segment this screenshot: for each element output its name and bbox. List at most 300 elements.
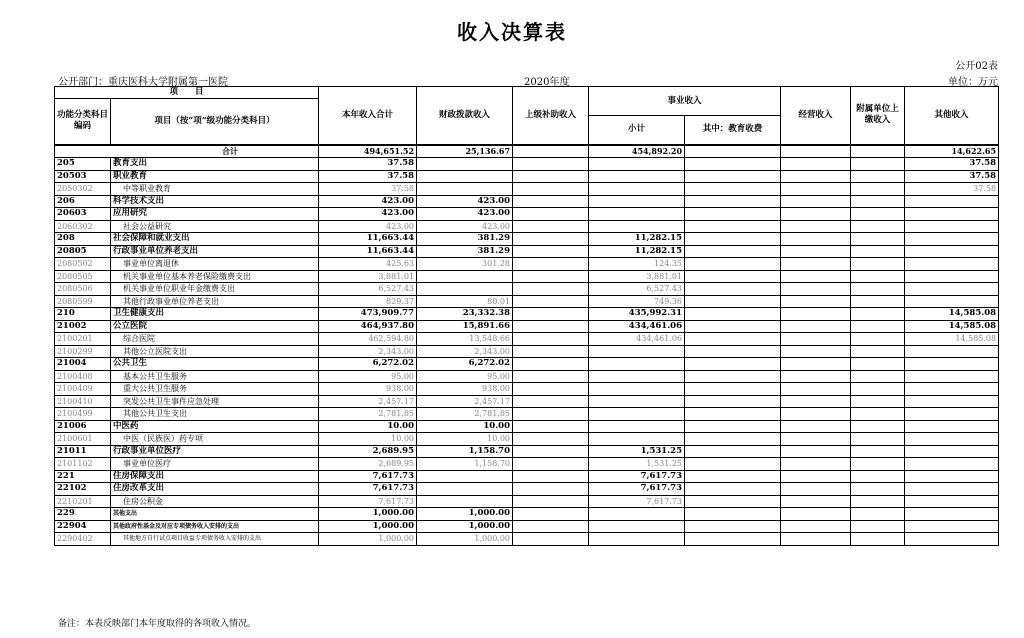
cell-operating <box>781 233 851 246</box>
cell-total: 7,617.73 <box>319 495 417 508</box>
cell-fiscal: 2,781.85 <box>417 408 513 421</box>
table-row <box>55 195 999 208</box>
cell-other <box>905 483 999 496</box>
cell-fiscal: 15,891.66 <box>417 320 513 333</box>
cell-name: 公共卫生 <box>111 358 319 371</box>
cell-operating <box>781 408 851 421</box>
cell-total: 423.00 <box>319 220 417 233</box>
cell-subtotal <box>589 395 685 408</box>
cell-code: 2100409 <box>55 383 111 396</box>
cell-name: 中医药 <box>111 420 319 433</box>
table-row <box>55 420 999 433</box>
cell-name: 基本公共卫生服务 <box>111 370 319 383</box>
table-row <box>55 258 999 271</box>
cell-code: 20503 <box>55 170 111 183</box>
cell-total: 11,663.44 <box>319 233 417 246</box>
page-title: 收入决算表 <box>457 20 567 44</box>
cell-fiscal: 381.29 <box>417 233 513 246</box>
table-row <box>55 333 999 346</box>
cell-fiscal: 23,332.38 <box>417 308 513 321</box>
cell-other <box>905 233 999 246</box>
cell-code: 2100499 <box>55 408 111 421</box>
cell-total: 3,881.01 <box>319 270 417 283</box>
cell-edu <box>685 520 781 533</box>
table-row <box>55 295 999 308</box>
cell-code: 2100408 <box>55 370 111 383</box>
cell-code: 221 <box>55 470 111 483</box>
header-total: 本年收入合计 <box>319 87 417 145</box>
cell-affiliated <box>851 508 905 521</box>
cell-affiliated <box>851 145 905 158</box>
table-row <box>55 533 999 546</box>
cell-name: 应用研究 <box>111 208 319 221</box>
unit-label: 单位：万元 <box>948 77 998 88</box>
cell-operating <box>781 283 851 296</box>
cell-fiscal: 1,158.70 <box>417 445 513 458</box>
cell-fiscal <box>417 483 513 496</box>
cell-other <box>905 208 999 221</box>
table-row <box>55 283 999 296</box>
cell-name: 突发公共卫生事件应急处理 <box>111 395 319 408</box>
cell-operating <box>781 383 851 396</box>
table-row <box>55 170 999 183</box>
cell-operating <box>781 295 851 308</box>
cell-total: 6,272.02 <box>319 358 417 371</box>
cell-subtotal <box>589 220 685 233</box>
cell-operating <box>781 420 851 433</box>
cell-superior <box>513 333 589 346</box>
cell-total: 37.58 <box>319 170 417 183</box>
cell-total: 2,781.85 <box>319 408 417 421</box>
cell-total: 423.00 <box>319 208 417 221</box>
cell-fiscal: 10.00 <box>417 420 513 433</box>
cell-superior <box>513 233 589 246</box>
cell-subtotal: 1,531.25 <box>589 445 685 458</box>
cell-subtotal: 435,992.31 <box>589 308 685 321</box>
cell-fiscal: 13,548.66 <box>417 333 513 346</box>
cell-edu <box>685 270 781 283</box>
cell-name: 重大公共卫生服务 <box>111 383 319 396</box>
cell-subtotal: 454,892.20 <box>589 145 685 158</box>
cell-total: 1,000.00 <box>319 508 417 521</box>
cell-edu <box>685 220 781 233</box>
cell-name: 其他公立医院支出 <box>111 345 319 358</box>
cell-fiscal: 1,158.70 <box>417 458 513 471</box>
cell-edu <box>685 170 781 183</box>
cell-other: 14,622.65 <box>905 145 999 158</box>
cell-name: 行政事业单位医疗 <box>111 445 319 458</box>
cell-subtotal: 1,531.25 <box>589 458 685 471</box>
cell-edu <box>685 283 781 296</box>
cell-operating <box>781 308 851 321</box>
table-row <box>55 508 999 521</box>
cell-operating <box>781 333 851 346</box>
cell-code: 21011 <box>55 445 111 458</box>
cell-name: 教育支出 <box>111 158 319 171</box>
cell-name: 社会保障和就业支出 <box>111 233 319 246</box>
cell-name: 社会公益研究 <box>111 220 319 233</box>
cell-edu <box>685 295 781 308</box>
cell-name: 中医（民族医）药专项 <box>111 433 319 446</box>
cell-superior <box>513 370 589 383</box>
cell-total: 462,594.80 <box>319 333 417 346</box>
table-row <box>55 220 999 233</box>
cell-other <box>905 295 999 308</box>
cell-edu <box>685 333 781 346</box>
cell-subtotal <box>589 420 685 433</box>
cell-code: 2101102 <box>55 458 111 471</box>
header-affiliated: 附属单位上缴收入 <box>851 87 905 145</box>
cell-other: 37.58 <box>905 158 999 171</box>
cell-subtotal: 124.35 <box>589 258 685 271</box>
cell-fiscal: 2,457.17 <box>417 395 513 408</box>
cell-total: 938.00 <box>319 383 417 396</box>
cell-name: 机关事业单位基本养老保险缴费支出 <box>111 270 319 283</box>
cell-superior <box>513 308 589 321</box>
cell-operating <box>781 520 851 533</box>
cell-other <box>905 370 999 383</box>
cell-affiliated <box>851 408 905 421</box>
cell-other <box>905 195 999 208</box>
cell-code: 208 <box>55 233 111 246</box>
cell-operating <box>781 183 851 196</box>
cell-fiscal: 423.00 <box>417 220 513 233</box>
cell-name: 其他公共卫生支出 <box>111 408 319 421</box>
cell-edu <box>685 495 781 508</box>
cell-code: 21006 <box>55 420 111 433</box>
header-business: 事业收入 <box>589 87 781 116</box>
cell-total: 37.58 <box>319 158 417 171</box>
header-subtotal: 小计 <box>589 116 685 145</box>
cell-operating <box>781 195 851 208</box>
cell-subtotal <box>589 533 685 546</box>
cell-affiliated <box>851 483 905 496</box>
cell-total: 425.63 <box>319 258 417 271</box>
cell-fiscal: 95.00 <box>417 370 513 383</box>
cell-affiliated <box>851 220 905 233</box>
cell-affiliated <box>851 433 905 446</box>
cell-superior <box>513 420 589 433</box>
cell-affiliated <box>851 395 905 408</box>
table-row <box>55 408 999 421</box>
cell-operating <box>781 145 851 158</box>
cell-edu <box>685 358 781 371</box>
cell-code: 20805 <box>55 245 111 258</box>
cell-superior <box>513 533 589 546</box>
cell-other <box>905 495 999 508</box>
table-row <box>55 270 999 283</box>
cell-total: 423.00 <box>319 195 417 208</box>
cell-code: 2210201 <box>55 495 111 508</box>
cell-edu <box>685 195 781 208</box>
table-row <box>55 320 999 333</box>
table-row <box>55 483 999 496</box>
cell-subtotal: 6,527.43 <box>589 283 685 296</box>
cell-code: 2080599 <box>55 295 111 308</box>
cell-superior <box>513 520 589 533</box>
cell-total: 473,909.77 <box>319 308 417 321</box>
cell-edu <box>685 533 781 546</box>
cell-subtotal <box>589 520 685 533</box>
cell-name: 事业单位离退休 <box>111 258 319 271</box>
cell-subtotal <box>589 408 685 421</box>
cell-subtotal: 3,881.01 <box>589 270 685 283</box>
cell-fiscal: 381.29 <box>417 245 513 258</box>
cell-subtotal <box>589 508 685 521</box>
cell-other <box>905 458 999 471</box>
cell-operating <box>781 533 851 546</box>
cell-name: 住房保障支出 <box>111 470 319 483</box>
cell-other <box>905 245 999 258</box>
cell-subtotal <box>589 158 685 171</box>
cell-fiscal: 1,000.00 <box>417 508 513 521</box>
cell-code: 205 <box>55 158 111 171</box>
cell-superior <box>513 508 589 521</box>
table-row <box>55 345 999 358</box>
cell-subtotal <box>589 383 685 396</box>
cell-other <box>905 508 999 521</box>
cell-operating <box>781 470 851 483</box>
table-row <box>55 183 999 196</box>
cell-operating <box>781 445 851 458</box>
cell-total: 1,000.00 <box>319 520 417 533</box>
cell-superior <box>513 170 589 183</box>
cell-superior <box>513 220 589 233</box>
department-label: 公开部门：重庆医科大学附属第一医院 <box>58 77 228 88</box>
cell-total: 6,527.43 <box>319 283 417 296</box>
cell-affiliated <box>851 158 905 171</box>
cell-total: 10.00 <box>319 433 417 446</box>
cell-other <box>905 433 999 446</box>
cell-operating <box>781 320 851 333</box>
income-table <box>54 86 999 546</box>
cell-affiliated <box>851 358 905 371</box>
cell-code: 2100601 <box>55 433 111 446</box>
cell-affiliated <box>851 533 905 546</box>
cell-name: 住房公积金 <box>111 495 319 508</box>
header-superior: 上级补助收入 <box>513 87 589 145</box>
cell-operating <box>781 158 851 171</box>
cell-superior <box>513 183 589 196</box>
cell-other <box>905 270 999 283</box>
cell-edu <box>685 483 781 496</box>
cell-operating <box>781 258 851 271</box>
cell-other <box>905 533 999 546</box>
cell-fiscal <box>417 183 513 196</box>
cell-affiliated <box>851 345 905 358</box>
cell-affiliated <box>851 383 905 396</box>
cell-affiliated <box>851 183 905 196</box>
cell-edu <box>685 145 781 158</box>
cell-superior <box>513 208 589 221</box>
cell-superior <box>513 470 589 483</box>
cell-operating <box>781 508 851 521</box>
cell-operating <box>781 370 851 383</box>
cell-total: 494,651.52 <box>319 145 417 158</box>
cell-fiscal: 6,272.02 <box>417 358 513 371</box>
cell-superior <box>513 433 589 446</box>
cell-affiliated <box>851 295 905 308</box>
cell-code: 2050302 <box>55 183 111 196</box>
cell-edu <box>685 408 781 421</box>
table-row <box>55 470 999 483</box>
cell-superior <box>513 195 589 208</box>
cell-subtotal <box>589 195 685 208</box>
cell-total: 464,937.80 <box>319 320 417 333</box>
table-row <box>55 495 999 508</box>
cell-other: 14,585.08 <box>905 320 999 333</box>
cell-affiliated <box>851 308 905 321</box>
cell-affiliated <box>851 445 905 458</box>
cell-subtotal <box>589 208 685 221</box>
table-row <box>55 358 999 371</box>
table-row <box>55 395 999 408</box>
cell-subtotal: 7,617.73 <box>589 495 685 508</box>
cell-superior <box>513 395 589 408</box>
cell-name: 其他支出 <box>111 508 319 521</box>
table-row <box>55 208 999 221</box>
cell-edu <box>685 370 781 383</box>
cell-other <box>905 408 999 421</box>
cell-edu <box>685 345 781 358</box>
cell-name: 住房改革支出 <box>111 483 319 496</box>
cell-edu <box>685 308 781 321</box>
cell-superior <box>513 158 589 171</box>
cell-subtotal <box>589 358 685 371</box>
cell-operating <box>781 220 851 233</box>
cell-affiliated <box>851 520 905 533</box>
cell-superior <box>513 345 589 358</box>
cell-edu <box>685 508 781 521</box>
cell-edu <box>685 395 781 408</box>
cell-total: 7,617.73 <box>319 470 417 483</box>
cell-other <box>905 470 999 483</box>
total-row <box>55 145 999 158</box>
cell-subtotal: 749.36 <box>589 295 685 308</box>
cell-superior <box>513 483 589 496</box>
cell-subtotal: 7,617.73 <box>589 483 685 496</box>
table-row <box>55 520 999 533</box>
cell-subtotal: 11,282.15 <box>589 245 685 258</box>
cell-code: 2080502 <box>55 258 111 271</box>
cell-superior <box>513 295 589 308</box>
cell-subtotal <box>589 345 685 358</box>
table-row <box>55 445 999 458</box>
table-row <box>55 158 999 171</box>
cell-other <box>905 283 999 296</box>
cell-affiliated <box>851 233 905 246</box>
cell-superior <box>513 245 589 258</box>
cell-fiscal: 1,000.00 <box>417 520 513 533</box>
cell-name: 机关事业单位职业年金缴费支出 <box>111 283 319 296</box>
cell-operating <box>781 270 851 283</box>
cell-affiliated <box>851 420 905 433</box>
cell-operating <box>781 395 851 408</box>
cell-fiscal: 1,000.00 <box>417 533 513 546</box>
cell-fiscal <box>417 470 513 483</box>
header-name: 项目（按“项”级功能分类科目） <box>111 99 319 145</box>
table-row <box>55 458 999 471</box>
cell-fiscal: 10.00 <box>417 433 513 446</box>
cell-affiliated <box>851 370 905 383</box>
cell-other <box>905 258 999 271</box>
cell-edu <box>685 458 781 471</box>
cell-other <box>905 420 999 433</box>
cell-superior <box>513 458 589 471</box>
cell-edu <box>685 245 781 258</box>
cell-affiliated <box>851 208 905 221</box>
cell-superior <box>513 270 589 283</box>
cell-affiliated <box>851 245 905 258</box>
cell-name: 行政事业单位养老支出 <box>111 245 319 258</box>
form-number: 公开02表 <box>955 61 998 72</box>
cell-superior <box>513 320 589 333</box>
table-row <box>55 233 999 246</box>
cell-code: 21002 <box>55 320 111 333</box>
cell-other: 37.58 <box>905 170 999 183</box>
cell-total: 2,343.00 <box>319 345 417 358</box>
cell-fiscal: 423.00 <box>417 208 513 221</box>
cell-operating <box>781 358 851 371</box>
cell-operating <box>781 245 851 258</box>
cell-code: 21004 <box>55 358 111 371</box>
cell-code: 2290402 <box>55 533 111 546</box>
cell-edu <box>685 233 781 246</box>
cell-other <box>905 345 999 358</box>
cell-name: 卫生健康支出 <box>111 308 319 321</box>
cell-fiscal: 938.00 <box>417 383 513 396</box>
cell-code: 229 <box>55 508 111 521</box>
cell-subtotal <box>589 170 685 183</box>
cell-subtotal: 7,617.73 <box>589 470 685 483</box>
cell-edu <box>685 433 781 446</box>
cell-name: 科学技术支出 <box>111 195 319 208</box>
cell-total: 829.37 <box>319 295 417 308</box>
cell-subtotal <box>589 433 685 446</box>
cell-code: 22102 <box>55 483 111 496</box>
cell-total: 10.00 <box>319 420 417 433</box>
cell-code: 2080506 <box>55 283 111 296</box>
cell-total: 37.58 <box>319 183 417 196</box>
cell-fiscal <box>417 283 513 296</box>
cell-affiliated <box>851 270 905 283</box>
cell-edu <box>685 470 781 483</box>
cell-fiscal: 2,343.00 <box>417 345 513 358</box>
cell-operating <box>781 458 851 471</box>
cell-other <box>905 520 999 533</box>
cell-fiscal: 301.28 <box>417 258 513 271</box>
cell-superior <box>513 495 589 508</box>
cell-code: 2080505 <box>55 270 111 283</box>
cell-fiscal <box>417 158 513 171</box>
table-row <box>55 245 999 258</box>
cell-edu <box>685 258 781 271</box>
cell-edu <box>685 320 781 333</box>
cell-other <box>905 445 999 458</box>
cell-subtotal <box>589 183 685 196</box>
cell-superior <box>513 408 589 421</box>
cell-total: 11,663.44 <box>319 245 417 258</box>
cell-edu <box>685 383 781 396</box>
cell-total: 95.00 <box>319 370 417 383</box>
cell-superior <box>513 383 589 396</box>
table-row <box>55 370 999 383</box>
cell-fiscal: 423.00 <box>417 195 513 208</box>
cell-affiliated <box>851 333 905 346</box>
cell-code: 2100410 <box>55 395 111 408</box>
cell-edu <box>685 208 781 221</box>
cell-affiliated <box>851 495 905 508</box>
